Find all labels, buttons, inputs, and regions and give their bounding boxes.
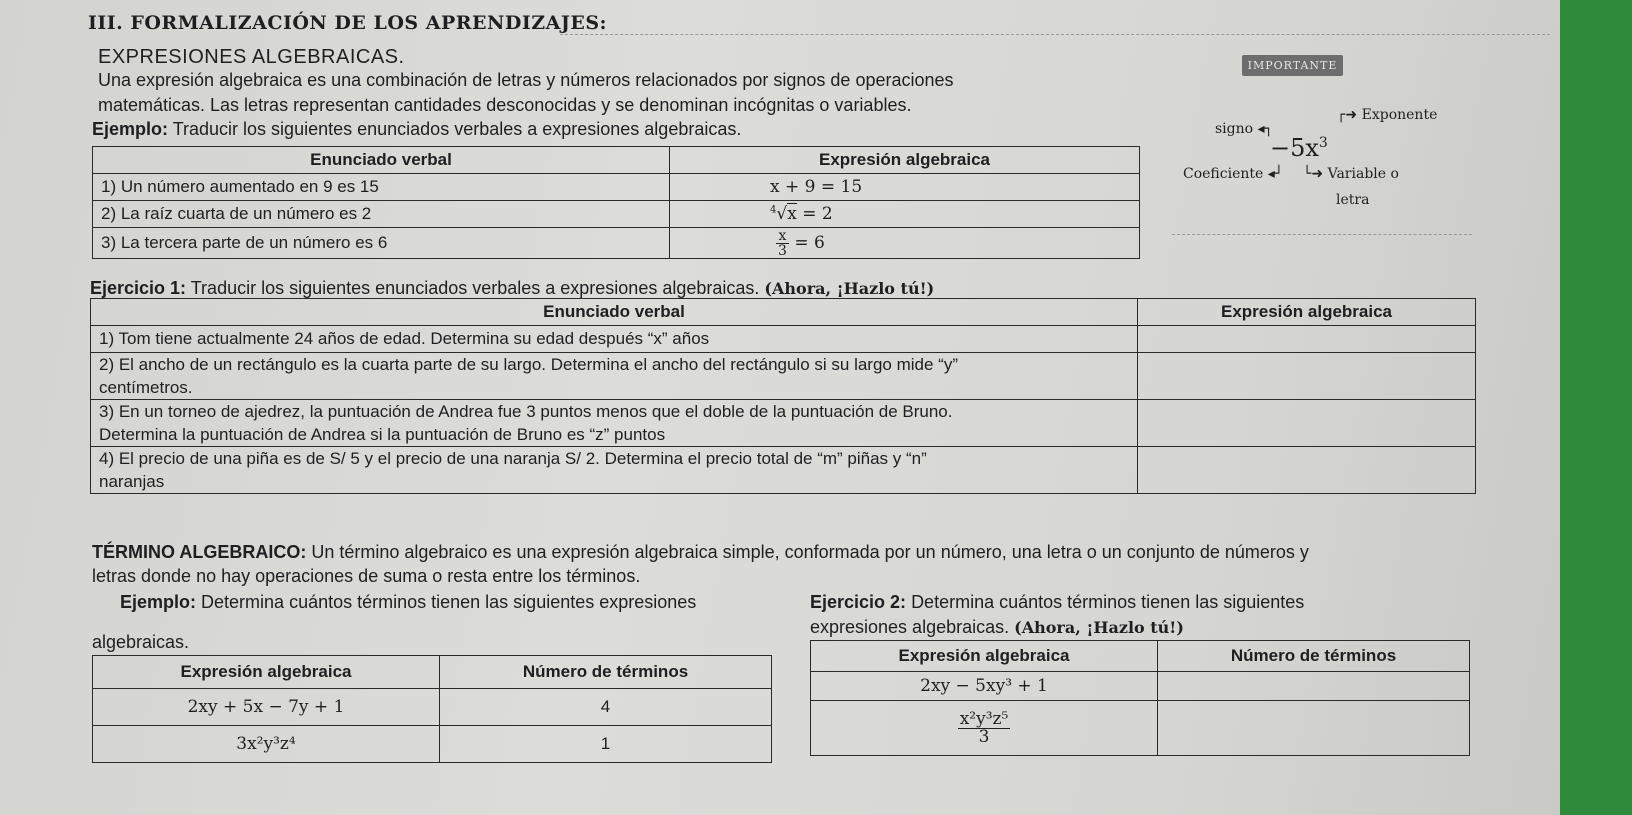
ejercicio2-text-2: expresiones algebraicas. — [810, 617, 1010, 637]
terminos-cell: 4 — [440, 689, 772, 726]
enunciado-line: naranjas — [99, 472, 165, 491]
expression-example — [1270, 134, 1328, 162]
header-expresion: Expresión algebraica — [1138, 299, 1476, 326]
frac-numerator: x²y³z⁵ — [959, 708, 1009, 729]
ejemplo2-table — [92, 655, 772, 763]
expresiones-title: EXPRESIONES ALGEBRAICAS. — [98, 46, 405, 68]
table-row — [811, 672, 1470, 701]
expresion-cell: 3x²y³z⁴ — [93, 726, 440, 763]
ejercicio2-table — [810, 640, 1470, 756]
ejemplo2-text: Determina cuántos términos tienen las siguientes expresiones — [201, 592, 697, 612]
divider — [1172, 234, 1472, 235]
termino-text: Un término algebraico es una expresión algebraica simple, conformada por un número, una letra o un conjunto de números y — [311, 542, 1309, 562]
definition-line-2: matemáticas. Las letras representan cantidades desconocidas y se denominan incógnitas o variables. — [98, 95, 912, 115]
ejercicio1-text: Traducir los siguientes enunciados verbales a expresiones algebraicas. — [190, 278, 760, 298]
table-row — [93, 228, 1140, 259]
expresion-cell — [811, 701, 1158, 756]
table-row — [93, 689, 772, 726]
arrow-left-icon: ◂┐ — [1257, 121, 1273, 137]
example-label: Ejemplo: — [92, 119, 169, 139]
enunciado-line: 4) El precio de una piña es de S/ 5 y el precio de una naranja S/ 2. Determina el precio total de “m” piñas y “n” — [99, 449, 927, 468]
ejercicio1-label: Ejercicio 1: — [90, 278, 187, 298]
enunciado-line: Determina la puntuación de Andrea si la puntuación de Bruno es “z” puntos — [99, 425, 666, 444]
terminos-cell: 1 — [440, 726, 772, 763]
example-text: Traducir los siguientes enunciados verbales a expresiones algebraicas. — [172, 119, 742, 139]
answer-cell[interactable] — [1138, 400, 1476, 447]
radicand: x — [787, 204, 797, 224]
root-index: 4 — [770, 204, 777, 216]
enunciado-line: centímetros. — [99, 378, 193, 397]
ejemplo2-label: Ejemplo: — [120, 592, 197, 612]
coeficiente-text: Coeficiente — [1183, 166, 1264, 182]
example-instruction — [92, 119, 741, 140]
exponente-label — [1337, 107, 1437, 123]
importante-badge: IMPORTANTE — [1242, 55, 1343, 76]
expression-exponent: 3 — [1318, 135, 1328, 151]
terminos-answer-cell[interactable] — [1158, 701, 1470, 756]
expresion-cell: x + 9 = 15 — [670, 174, 1140, 201]
hazlo-text: (Ahora, ¡Hazlo tú!) — [1014, 618, 1184, 637]
letra-label: letra — [1336, 192, 1370, 208]
header-enunciado: Enunciado verbal — [91, 299, 1138, 326]
frac-denominator: 3 — [778, 242, 787, 259]
enunciado-cell: 3) La tercera parte de un número es 6 — [93, 228, 670, 259]
header-terminos: Número de términos — [1158, 641, 1470, 672]
enunciado-cell — [91, 326, 1138, 353]
expresion-cell: 2xy − 5xy³ + 1 — [811, 672, 1158, 701]
ejemplo2-text-2: algebraicas. — [92, 632, 190, 652]
ejemplo2-instruction — [120, 592, 696, 613]
enunciado-line: 1) Tom tiene actualmente 24 años de edad. Determina su edad después “x” años — [99, 329, 710, 348]
answer-cell[interactable] — [1138, 447, 1476, 494]
enunciado-line: 3) En un torneo de ajedrez, la puntuación de Andrea fue 3 puntos menos que el doble de la puntuación de Bruno. — [99, 402, 953, 421]
ejercicio2-instruction — [810, 592, 1304, 613]
variable-text: Variable o — [1327, 166, 1399, 182]
answer-cell[interactable] — [1138, 353, 1476, 400]
root-rhs: = 2 — [802, 204, 833, 224]
signo-text: signo — [1215, 121, 1254, 137]
termino-label: TÉRMINO ALGEBRAICO: — [92, 542, 307, 562]
header-expresion: Expresión algebraica — [811, 641, 1158, 672]
table-row — [93, 726, 772, 763]
termino-definition-2: letras donde no hay operaciones de suma o resta entre los términos. — [92, 566, 641, 586]
answer-cell[interactable] — [1138, 326, 1476, 353]
enunciado-cell: 1) Un número aumentado en 9 es 15 — [93, 174, 670, 201]
coeficiente-label — [1183, 166, 1283, 182]
enunciado-cell — [91, 400, 1138, 447]
hazlo-text: (Ahora, ¡Hazlo tú!) — [764, 279, 935, 298]
fraction — [958, 708, 1011, 747]
ejercicio2-instruction-2 — [810, 617, 1184, 638]
radical-sign: √ — [776, 204, 788, 224]
variable-label — [1303, 166, 1399, 182]
table-row — [93, 174, 1140, 201]
arrow-icon: └➜ — [1303, 166, 1324, 182]
frac-rhs: = 6 — [794, 232, 825, 253]
signo-label — [1215, 121, 1273, 137]
ejercicio2-label: Ejercicio 2: — [810, 592, 907, 612]
enunciado-cell: 2) La raíz cuarta de un número es 2 — [93, 201, 670, 228]
divider — [560, 34, 1550, 35]
ejercicio2-text: Determina cuántos términos tienen las siguientes — [911, 592, 1305, 612]
enunciado-cell — [91, 353, 1138, 400]
enunciado-line: 2) El ancho de un rectángulo es la cuarta parte de su largo. Determina el ancho del rectángulo si su largo mide “y” — [99, 355, 958, 374]
table-row — [811, 701, 1470, 756]
termino-definition-1 — [92, 542, 1309, 563]
frac-denominator: 3 — [978, 726, 990, 747]
table-row — [93, 201, 1140, 228]
table-row — [91, 447, 1476, 494]
header-expresion: Expresión algebraica — [93, 656, 440, 689]
header-enunciado: Enunciado verbal — [93, 147, 670, 174]
table-row — [91, 353, 1476, 400]
expresion-cell — [670, 201, 1140, 228]
section-title: III. FORMALIZACIÓN DE LOS APRENDIZAJES: — [88, 12, 608, 34]
ejercicio1-instruction — [90, 278, 934, 299]
expresion-cell — [670, 228, 1140, 259]
enunciado-cell — [91, 447, 1138, 494]
header-expresion: Expresión algebraica — [670, 147, 1140, 174]
arrow-icon: ┌➜ — [1337, 107, 1358, 123]
expression-base: −5x — [1270, 134, 1319, 162]
table-row — [91, 400, 1476, 447]
ejercicio1-table — [90, 298, 1476, 494]
arrow-icon: ◂┘ — [1267, 166, 1284, 182]
definition-line-1: Una expresión algebraica es una combinación de letras y números relacionados por signos de operaciones — [98, 70, 954, 90]
terminos-answer-cell[interactable] — [1158, 672, 1470, 701]
example-table — [92, 146, 1140, 259]
frac-numerator: x — [776, 229, 789, 244]
fraction — [776, 229, 789, 258]
table-row — [91, 326, 1476, 353]
header-terminos: Número de términos — [440, 656, 772, 689]
expresion-cell: 2xy + 5x − 7y + 1 — [93, 689, 440, 726]
exponente-text: Exponente — [1361, 107, 1438, 123]
